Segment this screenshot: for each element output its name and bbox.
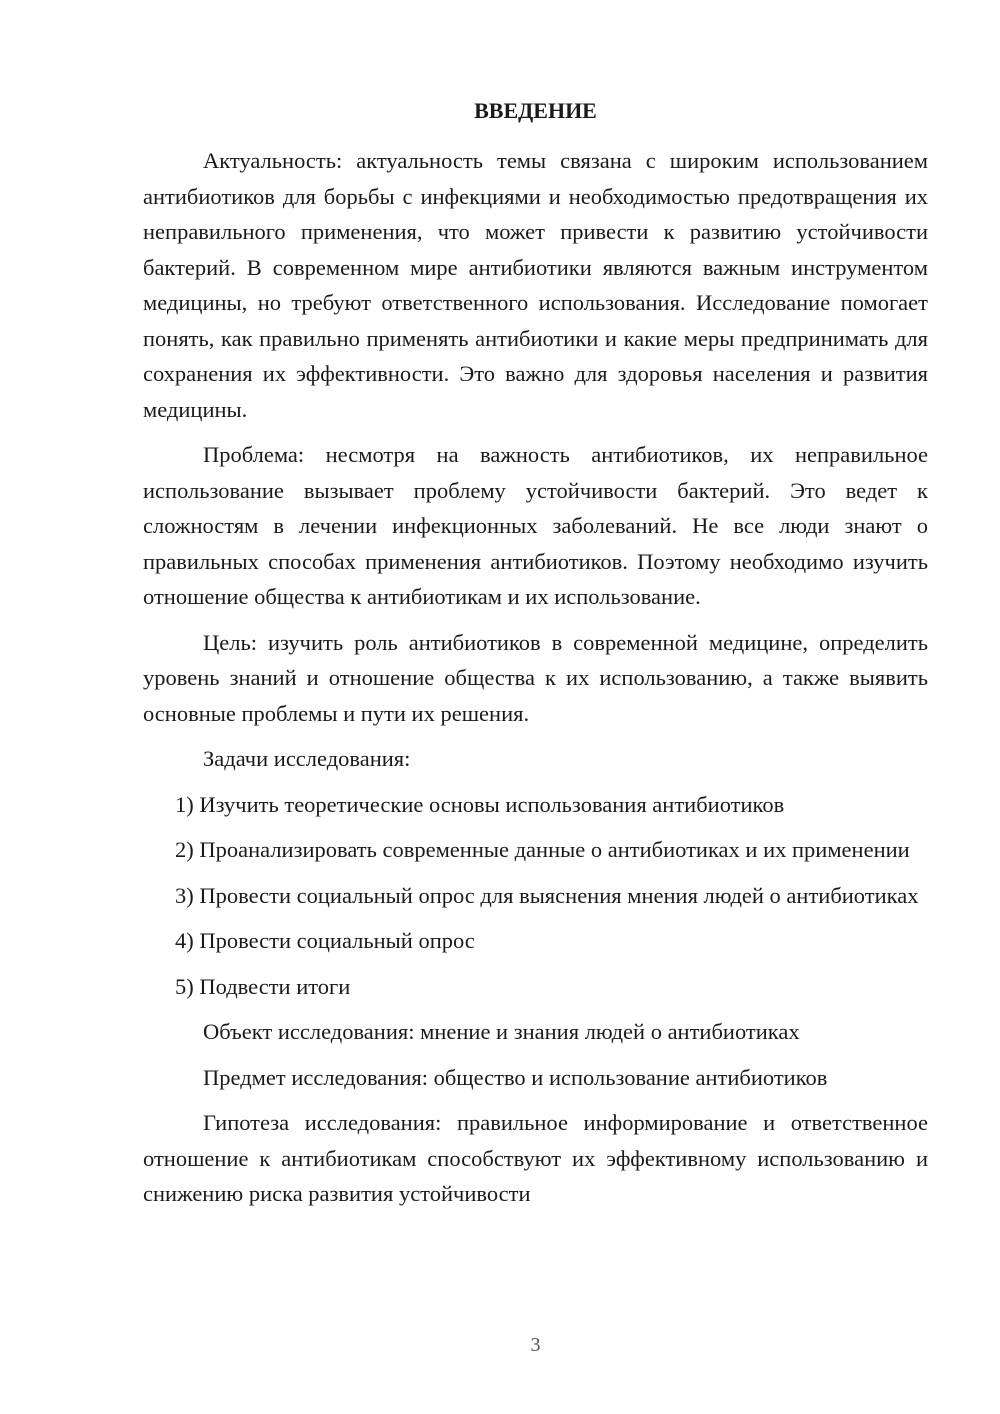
relevance-paragraph: Актуальность: актуальность темы связана с широким использованием антибиотиков для борьбы с инфекциями и необходимостью предотвращения их неправильного применения, что может привести к развитию устойчивости бактерий. В современном мире антибиотики являются важным инструментом медицины, но требуют ответственного использования. Исследование помогает понять, как правильно применять антибиотики и какие меры предпринимать для сохранения их эффективности. Это важно для здоровья населения и развития медицины. <box>143 148 928 422</box>
task-item: 4) Провести социальный опрос <box>175 928 475 953</box>
section-title: ВВЕДЕНИЕ <box>474 98 597 123</box>
hypothesis-paragraph: Гипотеза исследования: правильное информирование и ответственное отношение к антибиотикам способствуют их эффективному использованию и снижению риска развития устойчивости <box>143 1110 928 1206</box>
task-item: 3) Провести социальный опрос для выяснения мнения людей о антибиотиках <box>175 882 919 908</box>
task-item: 1) Изучить теоретические основы использования антибиотиков <box>175 791 785 817</box>
goal-paragraph: Цель: изучить роль антибиотиков в современной медицине, определить уровень знаний и отношение общества к их использованию, а также выявить основные проблемы и пути их решения. <box>143 629 928 726</box>
document-page <box>143 0 928 1414</box>
task-item: 5) Подвести итоги <box>175 973 351 999</box>
task-item: 2) Проанализировать современные данные о антибиотиках и их применении <box>175 837 910 862</box>
tasks-heading: Задачи исследования: <box>203 746 411 771</box>
object-paragraph: Объект исследования: мнение и знания людей о антибиотиках <box>203 1019 800 1044</box>
problem-paragraph: Проблема: несмотря на важность антибиотиков, их неправильное использование вызывает проблему устойчивости бактерий. Это ведет к сложностям в лечении инфекционных заболеваний. Не все люди знают о правильных способах применения антибиотиков. Поэтому необходимо изучить отношение общества к антибиотикам и их использование. <box>143 442 928 609</box>
document-body <box>143 143 928 1222</box>
page-number: 3 <box>530 1334 541 1356</box>
subject-paragraph: Предмет исследования: общество и использование антибиотиков <box>203 1064 828 1090</box>
